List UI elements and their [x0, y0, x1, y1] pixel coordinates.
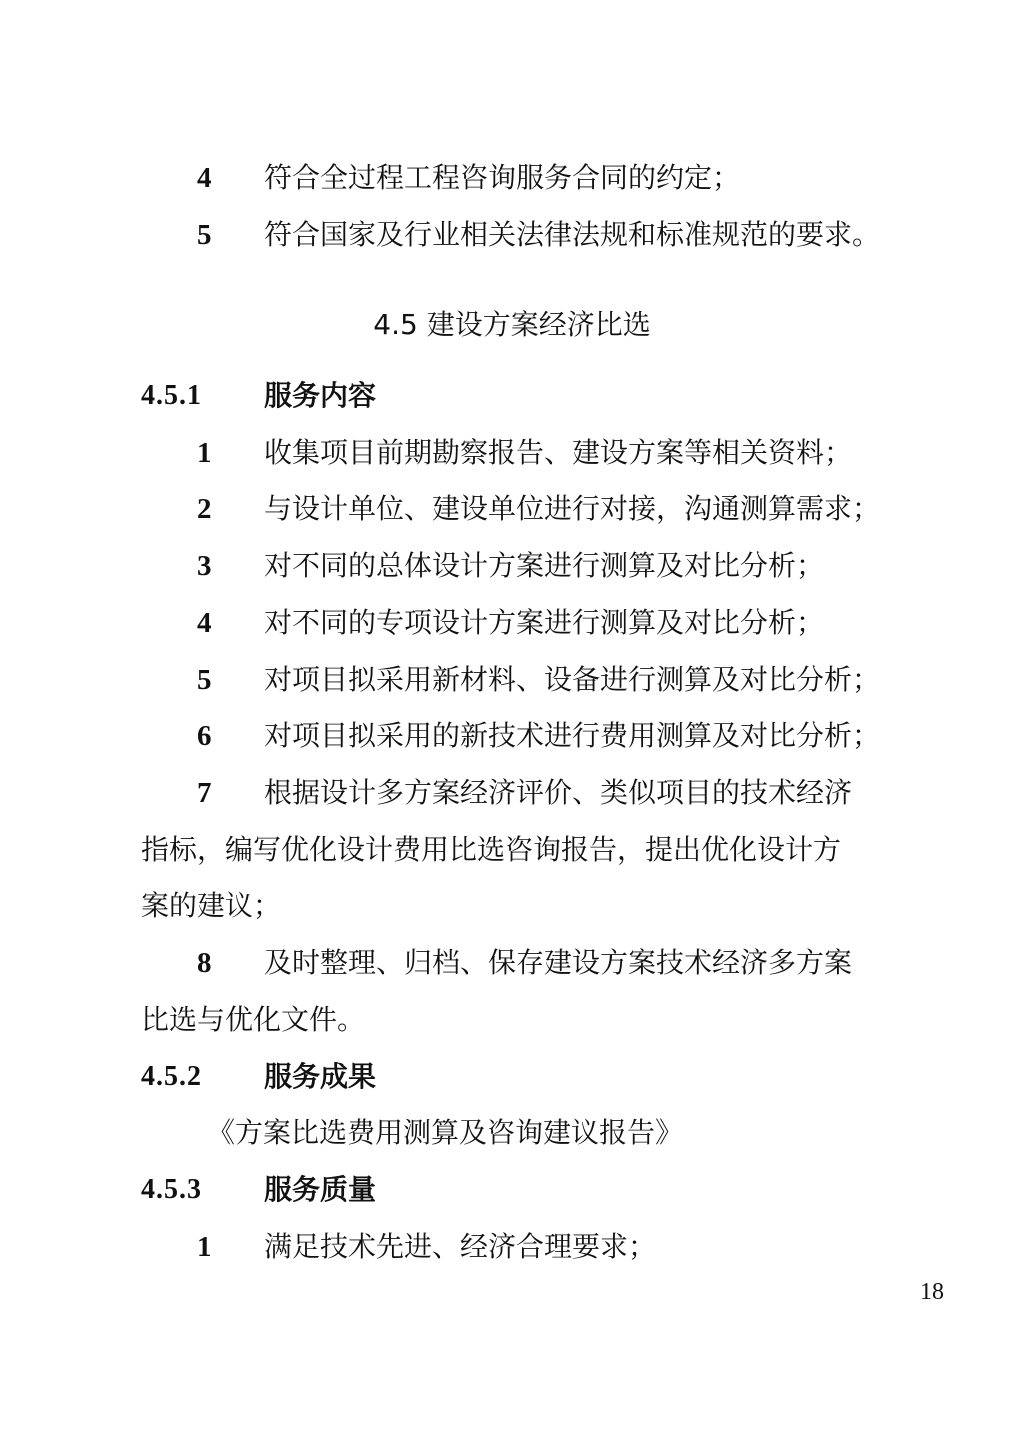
subsection-number: 4.5.2	[141, 1061, 202, 1092]
list-item-text: 对项目拟采用新材料、设备进行测算及对比分析；	[264, 663, 881, 696]
list-item-text: 满足技术先进、经济合理要求；	[264, 1230, 657, 1263]
subsection-title: 服务内容	[264, 379, 377, 412]
section-title: 4.5 建设方案经济比选	[373, 308, 651, 341]
list-item-continuation: 比选与优化文件。	[141, 1003, 366, 1036]
list-number: 1	[197, 437, 212, 469]
subsection-number: 4.5.1	[141, 380, 202, 411]
subsection-title: 服务成果	[264, 1060, 377, 1093]
list-item-text: 对不同的专项设计方案进行测算及对比分析；	[264, 606, 825, 639]
list-item-text: 对项目拟采用的新技术进行费用测算及对比分析；	[264, 719, 881, 752]
list-number: 1	[197, 1231, 212, 1263]
list-number: 8	[197, 947, 212, 979]
subsection-title: 服务质量	[264, 1173, 377, 1206]
deliverable-text: 《方案比选费用测算及咨询建议报告》	[207, 1116, 684, 1149]
list-number: 3	[197, 550, 212, 582]
list-item-text: 根据设计多方案经济评价、类似项目的技术经济	[264, 776, 853, 809]
list-item-text: 对不同的总体设计方案进行测算及对比分析；	[264, 549, 825, 582]
list-number: 4	[197, 162, 212, 194]
list-item-text: 符合全过程工程咨询服务合同的约定；	[264, 161, 741, 194]
list-number: 6	[197, 720, 212, 752]
list-item-text: 与设计单位、建设单位进行对接，沟通测算需求；	[264, 492, 881, 525]
list-item-text: 及时整理、归档、保存建设方案技术经济多方案	[264, 946, 853, 979]
list-item-text: 收集项目前期勘察报告、建设方案等相关资料；	[264, 436, 853, 469]
subsection-number: 4.5.3	[141, 1174, 202, 1205]
list-item-continuation: 案的建议；	[141, 889, 282, 922]
list-number: 5	[197, 219, 212, 251]
list-item-text: 符合国家及行业相关法律法规和标准规范的要求。	[264, 218, 881, 251]
list-number: 4	[197, 607, 212, 639]
list-item-continuation: 指标，编写优化设计费用比选咨询报告，提出优化设计方	[141, 833, 842, 866]
list-number: 5	[197, 664, 212, 696]
page-number: 18	[920, 1279, 944, 1305]
list-number: 7	[197, 777, 212, 809]
list-number: 2	[197, 493, 212, 525]
